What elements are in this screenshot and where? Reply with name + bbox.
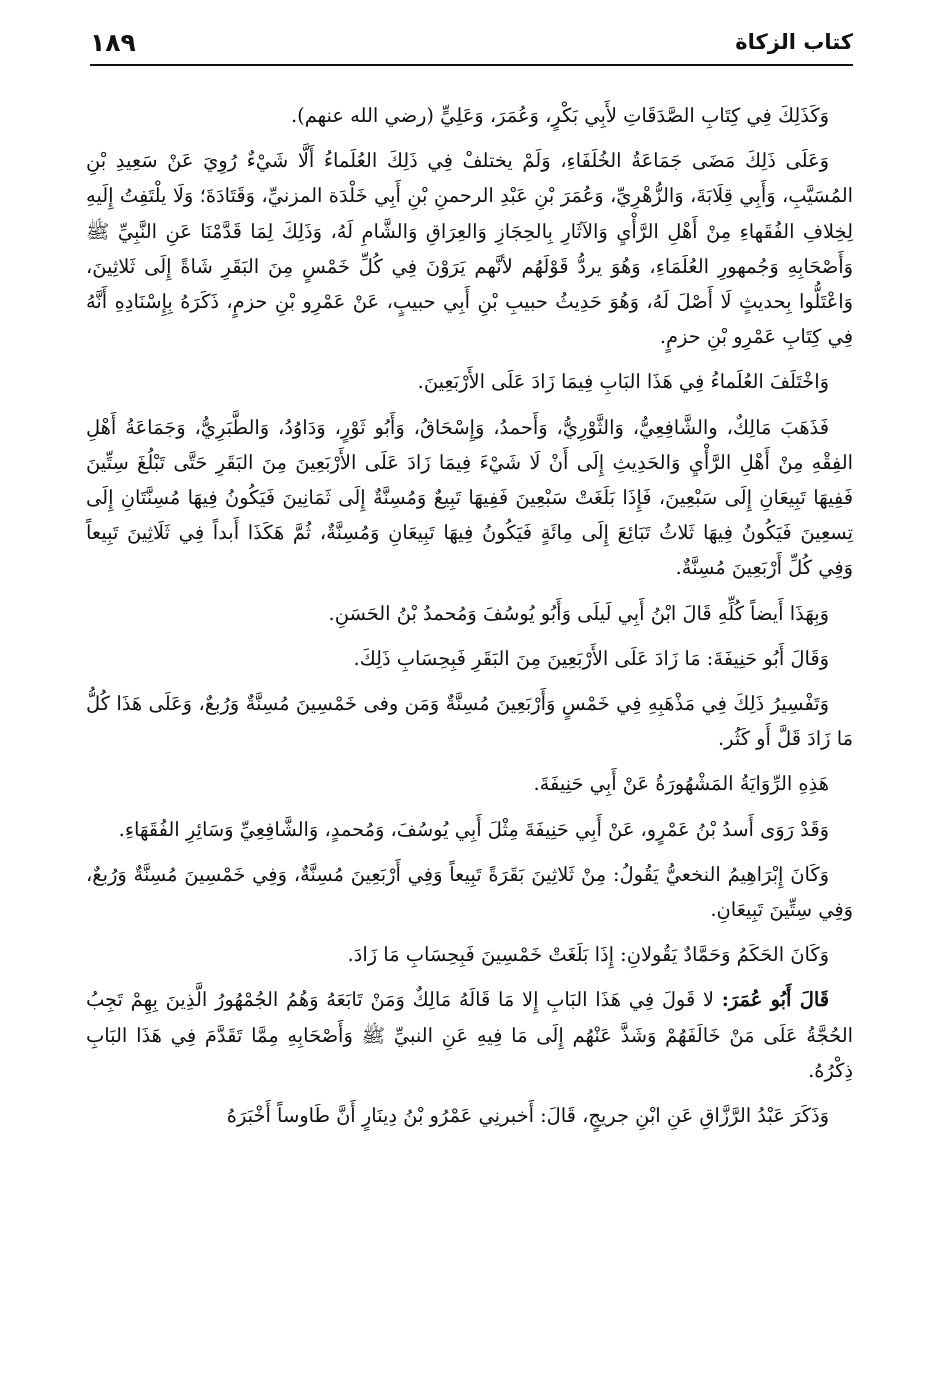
paragraph-text: وَبِهَذَا أَيضاً كُلِّهِ قَالَ ابْنُ أَبِي لَيلَى وَأَبُو يُوسُفَ وَمُحمدُ بْنُ الحَسَنِ. [328, 601, 829, 625]
paragraph-text: لا قَولَ فِي هَذَا البَابِ إِلا مَا قَالَهُ مَالِكٌ وَمَنْ تَابَعَهُ وَهُمُ الجُمْهُورُ الَّذِينَ بِهِمْ تَجِبُ الحُجَّةُ عَلَى مَنْ خَالَفَهُمْ وَشَذَّ عَنْهُم إِلَى مَا فِيهِ عَنِ النبيِّ ﷺ وَأَصْحَابِهِ مِمَّا تَقَدَّمَ فِي هَذَا البَابِ ذِكْرُهُ. [86, 988, 853, 1082]
paragraph-text: فَذَهَبَ مَالِكٌ، والشَّافِعِيُّ، وَالثَّوْرِيُّ، وَأَحمدُ، وَإِسْحَاقُ، وَأَبُو ثَوْرٍ، وَدَاوُدُ، وَالطَّبَرِيُّ، وَجَمَاعَةُ أَهْلِ الفِقْهِ مِنْ أَهْلِ الرَّأْيِ وَالحَدِيثِ إِلَى أَنْ لَا شَيْءَ فِيمَا زَادَ عَلَى الأَرْبَعِينَ مِنَ البَقَرِ حَتَّى تَبْلُغَ سِتِّينَ فَفِيهَا تَبِيعَانِ إِلَى سَبْعِينَ، فَإِذَا بَلَغَتْ سَبْعِينَ فَفِيهَا تَبِيعٌ وَمُسِنَّةٌ إِلَى ثَمَانِينَ فَيَكُونُ فِيهَا مُسِنَّتَانِ إِلَى تِسعِينَ فَيَكُونُ فِيهَا ثَلاثُ تَبَائِعَ إِلَى مِائَةٍ فَيَكُونُ فِيهَا تَبِيعَانِ وَمُسِنَّةٌ، ثُمَّ هَكَذَا أَبداً فِي ثَلَاثِينَ تَبِيعاً وَفِي كُلِّ أَرْبَعِينَ مُسِنَّةٌ. [86, 415, 853, 580]
paragraph [86, 686, 853, 756]
paragraph-text: وَتَفْسِيرُ ذَلِكَ فِي مَذْهَبِهِ فِي خَمْسٍ وَأَرْبَعِينَ مُسِنَّةٌ وَمَن وفى خَمْسِينَ مُسِنَّةٌ وَرُبعٌ، وَعَلَى هَذَا كُلُّ مَا زَادَ قَلَّ أَو كَثُر. [86, 692, 853, 751]
paragraph [86, 982, 853, 1088]
paragraph [86, 857, 853, 927]
paragraph [86, 812, 853, 847]
speaker-lead: قَالَ أَبُو عُمَرَ: [721, 988, 829, 1012]
paragraph-text: وَذَكَرَ عَبْدُ الرَّزَّاقِ عَنِ ابْنِ جريجٍ، قَالَ: أَخبرنِي عَمْرُو بْنُ دِينَارٍ أَنَّ طَاوساً أَخْبَرَهُ [226, 1104, 829, 1128]
paragraph [86, 410, 853, 586]
page-body [86, 98, 853, 1143]
paragraph-text: وَكَانَ إِبْرَاهِيمُ النخعيُّ يَقُولُ: مِنْ ثَلاثِينَ بَقَرَةً تَبِيعاً وَفِي أَرْبَعِينَ مُسِنَّةٌ، وَفِي خَمْسِينَ مُسِنَّةٌ وَرُبعٌ، وَفِي سِتِّينَ تَبِيعَانِ. [86, 862, 853, 922]
chapter-title: كتاب الزكاة [735, 30, 853, 54]
paragraph-text: وَقَالَ أَبُو حَنِيفَةَ: مَا زَادَ عَلَى الأَرْبَعِينَ مِنَ البَقَرِ فَبِحِسَابِ ذَلِكَ. [353, 646, 829, 670]
paragraph [86, 766, 853, 801]
header-rule [90, 64, 853, 66]
paragraph-text: وَكَذَلِكَ فِي كِتَابِ الصَّدَقَاتِ لأَبِي بَكْرٍ، وَعُمَرَ، وَعَلِيٍّ (رضي الله عنهم). [290, 104, 829, 127]
paragraph-text: هَذِهِ الرِّوَايَةُ المَشْهُورَةُ عَنْ أَبِي حَنِيفَةَ. [533, 772, 829, 796]
page-number: ١٨٩ [90, 28, 136, 57]
paragraph-text: وَكَانَ الحَكَمُ وَحَمَّادٌ يَقُولانِ: إِذَا بَلَغَتْ خَمْسِينَ فَبِحِسَابِ مَا زَادَ. [347, 943, 829, 967]
paragraph-text: وَاخْتَلَفَ العُلَماءُ فِي هَذَا البَابِ فِيمَا زَادَ عَلَى الأَرْبَعِينَ. [417, 370, 829, 394]
paragraph [86, 98, 853, 133]
paragraph-text: وَعَلَى ذَلِكَ مَضَى جَمَاعَةُ الخُلَفَاءِ، وَلَمْ يختلفْ فِي ذَلِكَ العُلَماءُ أَلَّا شَيْءٌ رُوِيَ عَنْ سَعِيدِ بْنِ المُسَيَّبِ، وَأَبِي قِلَابَةَ، وَالزُّهْرِيِّ، وَعُمَرَ بْنِ عَبْدِ الرحمنِ بْنِ أَبِي خَلْدَة المزنيِّ، وَقَتَادَةَ؛ وَلَا يلْتَفِتُ إِلَيهِ لِخِلافِ الفُقَهاءِ مِنْ أَهْلِ الرَّأْيِ وَالآثَارِ بِالحِجَازِ وَالعِرَاقِ وَالشَّامِ لَهُ، وَذَلِكَ لِمَا قَدَّمْنَا عَنِ النَّبِيِّ ﷺ وَأَصْحَابِهِ وَجُمهورِ العُلَمَاءِ، وَهُوَ يردُّ قَوْلَهُم لأنَّهم يَرَوْنَ فِي كُلِّ خَمْسٍ مِنَ البَقَرِ شَاةً إِلَى ثَلاثِينَ، وَاعْتَلُّوا بِحديثٍ لَا أَصْلَ لَهُ، وَهُوَ حَدِيثُ حبيبِ بْنِ أَبِي حبيبٍ، عَنْ عَمْرِو بْنِ حزمٍ، ذَكَرَهُ بِإِسْنَادِهِ أَنَّهُ فِي كِتَابِ عَمْرِو بْنِ حزمٍ. [86, 149, 853, 349]
paragraph [86, 596, 853, 631]
paragraph-text: وَقَدْ رَوَى أَسدُ بْنُ عَمْرٍو، عَنْ أَبِي حَنِيفَةَ مِثْلَ أَبِي يُوسُفَ، وَمُحمدٍ، وَالشَّافِعِيِّ وَسَائِرِ الفُقَهَاءِ. [118, 817, 829, 841]
paragraph [86, 937, 853, 972]
paragraph [86, 1098, 853, 1133]
paragraph [86, 364, 853, 399]
running-header [90, 28, 853, 64]
paragraph [86, 143, 853, 354]
paragraph [86, 641, 853, 676]
